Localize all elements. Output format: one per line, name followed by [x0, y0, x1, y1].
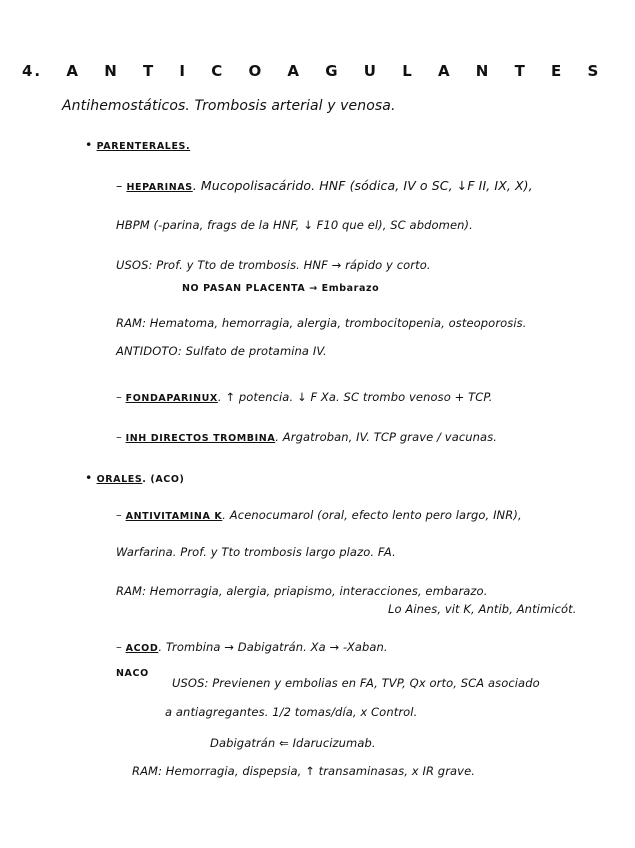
heparinas-line-2: HBPM (-parina, frags de la HNF, ↓ F10 que el), SC abdomen).: [116, 218, 473, 232]
parenterales-title: PARENTERALES.: [96, 141, 191, 152]
inh-trombina-name: INH DIRECTOS TROMBINA: [125, 433, 276, 444]
heparinas-name: HEPARINAS: [126, 182, 193, 193]
inh-trombina-line: [116, 430, 497, 444]
fondaparinux-detail: . ↑ potencia. ↓ F Xa. SC trombo venoso + TCP.: [217, 390, 493, 404]
bullet: •: [85, 470, 93, 485]
acod-ram: RAM: Hemorragia, dispepsia, ↑ transaminasas, x IR grave.: [132, 764, 476, 778]
antivit-k-line-1: [116, 508, 522, 522]
antivit-k-interacciones: Lo Aines, vit K, Antib, Antimicót.: [388, 602, 577, 616]
antivit-k-detail: . Acenocumarol (oral, efecto lento pero largo, INR),: [222, 508, 522, 522]
heparinas-line-1: [116, 178, 533, 193]
heparinas-no-placenta: NO PASAN PLACENTA → Embarazo: [182, 283, 380, 294]
page-title: 4. A N T I C O A G U L A N T E S: [22, 62, 601, 80]
dash: –: [116, 640, 122, 654]
acod-name: ACOD: [125, 643, 159, 654]
heparinas-ram: RAM: Hematoma, hemorragia, alergia, trombocitopenia, osteoporosis.: [116, 316, 527, 330]
parenterales-heading: [85, 137, 190, 152]
acod-line: [116, 640, 388, 654]
intro-line: Antihemostáticos. Trombosis arterial y venosa.: [62, 98, 396, 114]
bullet: •: [85, 137, 93, 152]
acod-antidoto: Dabigatrán ⇐ Idarucizumab.: [210, 736, 376, 750]
dash: –: [116, 508, 122, 522]
antivit-k-line-2: Warfarina. Prof. y Tto trombosis largo plazo. FA.: [116, 545, 396, 559]
orales-suffix: . (ACO): [142, 474, 185, 485]
dash: –: [116, 430, 122, 444]
inh-trombina-detail: . Argatroban, IV. TCP grave / vacunas.: [275, 430, 498, 444]
orales-heading: [85, 470, 185, 485]
dash: –: [116, 178, 123, 193]
dash: –: [116, 390, 122, 404]
acod-usos-2: a antiagregantes. 1/2 tomas/día, x Control.: [165, 705, 418, 719]
fondaparinux-line: [116, 390, 493, 404]
orales-title: ORALES: [96, 474, 143, 485]
naco-label: NACO: [116, 668, 149, 679]
heparinas-usos: USOS: Prof. y Tto de trombosis. HNF → rápido y corto.: [116, 258, 431, 272]
heparinas-antidoto: ANTIDOTO: Sulfato de protamina IV.: [116, 344, 327, 358]
fondaparinux-name: FONDAPARINUX: [125, 393, 218, 404]
heparinas-detail: . Mucopolisacárido. HNF (sódica, IV o SC, ↓F II, IX, X),: [192, 178, 533, 193]
acod-detail: . Trombina → Dabigatrán. Xa → -Xaban.: [158, 640, 388, 654]
acod-usos-1: USOS: Previenen y embolias en FA, TVP, Qx orto, SCA asociado: [172, 676, 540, 690]
antivit-k-ram: RAM: Hemorragia, alergia, priapismo, interacciones, embarazo.: [116, 584, 488, 598]
antivit-k-name: ANTIVITAMINA K: [125, 511, 223, 522]
